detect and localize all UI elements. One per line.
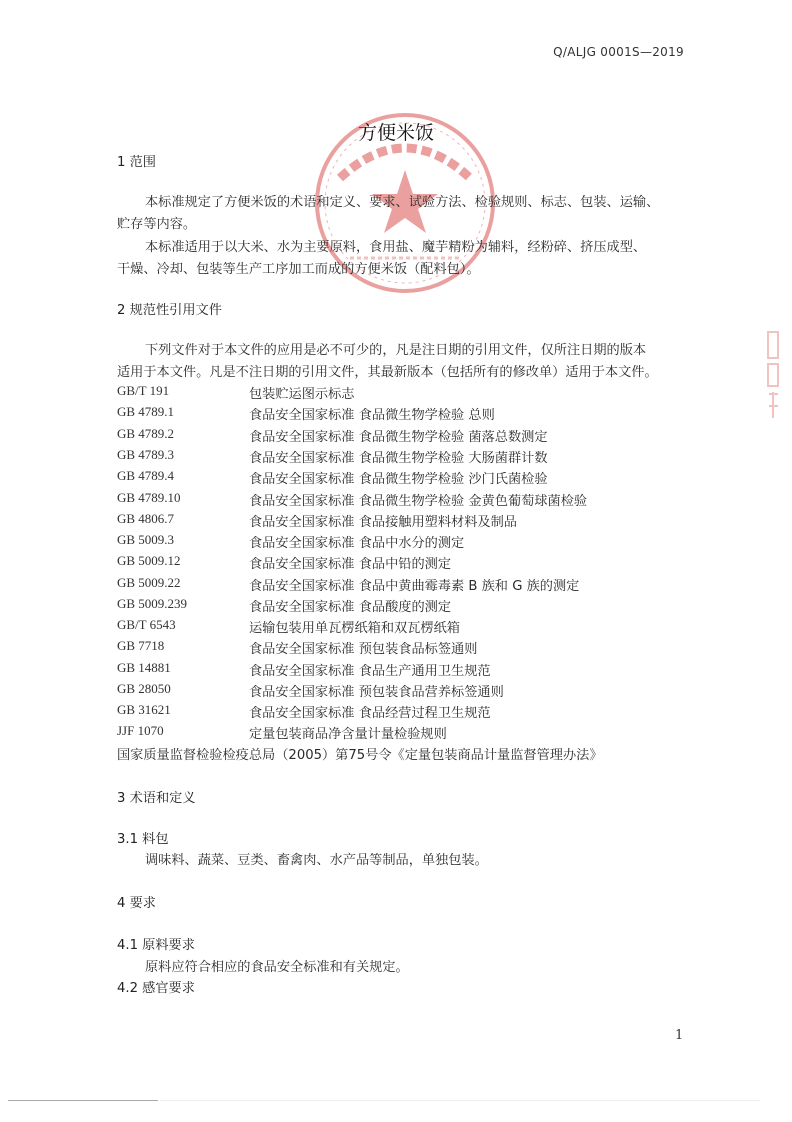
scan-artifact-line bbox=[160, 1100, 760, 1101]
section-3-heading: 3 术语和定义 bbox=[117, 791, 196, 806]
subsection-4-1-text: 原料应符合相应的食品安全标准和有关规定。 bbox=[145, 960, 409, 975]
reference-code: GB 4789.2 bbox=[117, 426, 175, 441]
standard-number: Q/ALJG 0001S—2019 bbox=[553, 45, 684, 59]
reference-code: GB/T 191 bbox=[117, 383, 170, 398]
reference-title: 食品安全国家标准 食品生产通用卫生规范 bbox=[249, 664, 491, 679]
subsection-3-1-text: 调味料、蔬菜、豆类、畜禽肉、水产品等制品，单独包装。 bbox=[145, 853, 488, 868]
reference-title: 食品安全国家标准 食品中黄曲霉毒素 B 族和 G 族的测定 bbox=[249, 579, 580, 594]
reference-title: 食品安全国家标准 食品微生物学检验 菌落总数测定 bbox=[249, 430, 548, 445]
reference-title: 食品安全国家标准 食品中铅的测定 bbox=[249, 557, 452, 572]
section-1-paragraph-1-line-2: 贮存等内容。 bbox=[117, 217, 197, 232]
regulation-reference-line: 国家质量监督检验检疫总局（2005）第75号令《定量包装商品计量监督管理办法》 bbox=[117, 748, 603, 763]
subsection-4-1-heading: 4.1 原料要求 bbox=[117, 938, 195, 953]
reference-code: GB 4789.1 bbox=[117, 404, 175, 419]
reference-code: GB 31621 bbox=[117, 702, 171, 717]
reference-code: GB 5009.22 bbox=[117, 575, 181, 590]
reference-title: 包装贮运图示标志 bbox=[249, 387, 355, 402]
page-number: 1 bbox=[675, 1028, 684, 1043]
reference-code: GB 14881 bbox=[117, 660, 171, 675]
reference-title: 食品安全国家标准 食品微生物学检验 总则 bbox=[249, 408, 495, 423]
section-2-heading: 2 规范性引用文件 bbox=[117, 303, 222, 318]
reference-code: GB 5009.12 bbox=[117, 553, 181, 568]
reference-title: 食品安全国家标准 预包装食品营养标签通则 bbox=[249, 685, 504, 700]
subsection-4-2-heading: 4.2 感官要求 bbox=[117, 981, 195, 996]
reference-title: 食品安全国家标准 食品接触用塑料材料及制品 bbox=[249, 515, 517, 530]
section-1-paragraph-2-line-2: 干燥、冷却、包装等生产工序加工而成的方便米饭（配料包）。 bbox=[117, 262, 480, 277]
reference-title: 食品安全国家标准 食品微生物学检验 大肠菌群计数 bbox=[249, 451, 548, 466]
reference-title: 运输包装用单瓦楞纸箱和双瓦楞纸箱 bbox=[249, 621, 460, 636]
reference-title: 食品安全国家标准 食品中水分的测定 bbox=[249, 536, 465, 551]
reference-code: GB 5009.239 bbox=[117, 596, 188, 611]
section-2-paragraph-line-1: 下列文件对于本文件的应用是必不可少的，凡是注日期的引用文件，仅所注日期的版本 bbox=[145, 343, 647, 358]
section-2-paragraph-line-2: 适用于本文件。凡是不注日期的引用文件，其最新版本（包括所有的修改单）适用于本文件。 bbox=[117, 365, 658, 380]
reference-code: GB 4789.4 bbox=[117, 468, 175, 483]
section-1-heading: 1 范围 bbox=[117, 155, 156, 170]
reference-title: 定量包装商品净含量计量检验规则 bbox=[249, 727, 447, 742]
reference-title: 食品安全国家标准 食品经营过程卫生规范 bbox=[249, 706, 491, 721]
scan-artifact-line bbox=[8, 1100, 158, 1101]
reference-code: GB 5009.3 bbox=[117, 532, 175, 547]
reference-code: GB 28050 bbox=[117, 681, 171, 696]
section-1-paragraph-1-line-1: 本标准规定了方便米饭的术语和定义、要求、试验方法、检验规则、标志、包装、运输、 bbox=[145, 195, 660, 210]
reference-code: GB 4789.3 bbox=[117, 447, 175, 462]
reference-code: GB 7718 bbox=[117, 638, 165, 653]
document-title: 方便米饭 bbox=[357, 122, 434, 144]
subsection-3-1-heading: 3.1 料包 bbox=[117, 832, 169, 847]
section-4-heading: 4 要求 bbox=[117, 896, 156, 911]
reference-title: 食品安全国家标准 食品微生物学检验 沙门氏菌检验 bbox=[249, 472, 548, 487]
reference-code: GB/T 6543 bbox=[117, 617, 176, 632]
section-1-paragraph-2-line-1: 本标准适用于以大米、水为主要原料，食用盐、魔芋精粉为辅料，经粉碎、挤压成型、 bbox=[145, 240, 647, 255]
edge-seal-mark-icon bbox=[766, 330, 782, 420]
reference-code: GB 4806.7 bbox=[117, 511, 175, 526]
reference-title: 食品安全国家标准 预包装食品标签通则 bbox=[249, 642, 478, 657]
reference-title: 食品安全国家标准 食品酸度的测定 bbox=[249, 600, 452, 615]
reference-title: 食品安全国家标准 食品微生物学检验 金黄色葡萄球菌检验 bbox=[249, 494, 588, 509]
reference-code: GB 4789.10 bbox=[117, 490, 181, 505]
reference-code: JJF 1070 bbox=[117, 723, 164, 738]
